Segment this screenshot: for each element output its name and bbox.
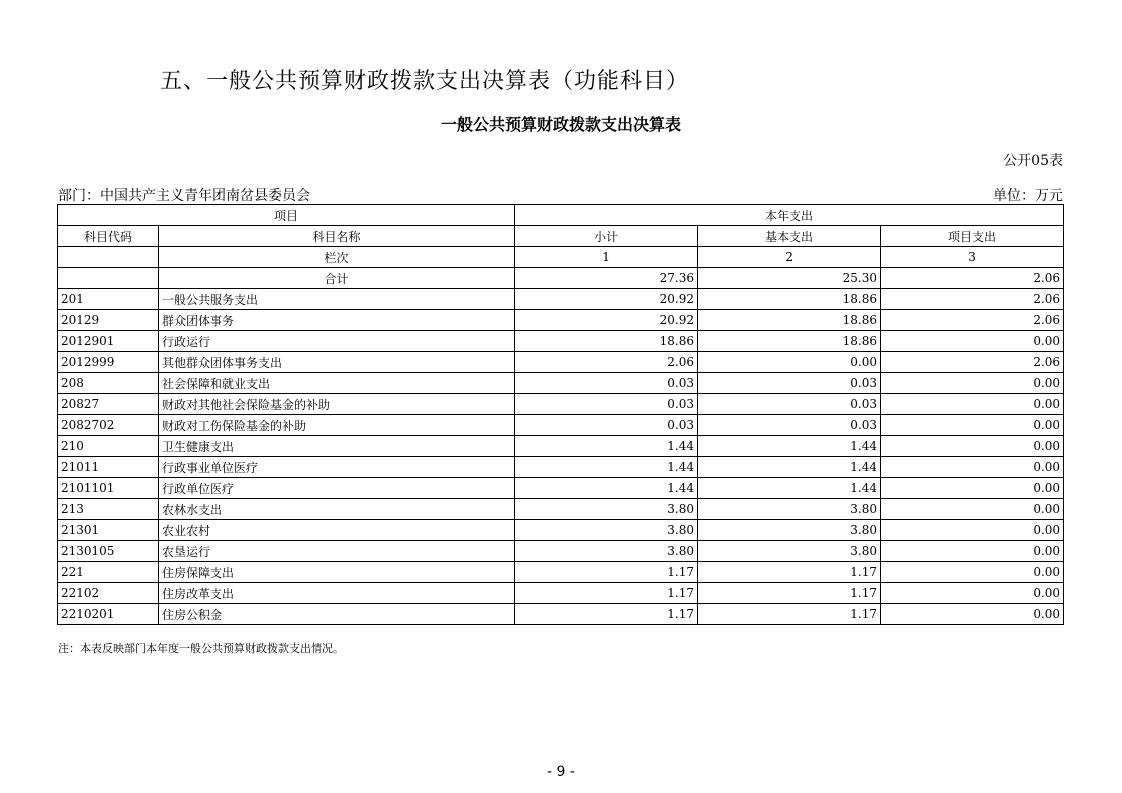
row-name: 社会保障和就业支出 (159, 373, 515, 394)
row-code: 210 (58, 436, 159, 457)
table-row (58, 331, 1064, 352)
total-project: 2.06 (881, 268, 1064, 289)
row-basic: 18.86 (698, 289, 881, 310)
row-project: 0.00 (881, 478, 1064, 499)
row-name: 行政运行 (159, 331, 515, 352)
row-project: 0.00 (881, 457, 1064, 478)
table-row (58, 520, 1064, 541)
header-row-1 (58, 205, 1064, 226)
row-subtotal: 0.03 (515, 415, 698, 436)
row-code: 20129 (58, 310, 159, 331)
section-heading: 五、一般公共预算财政拨款支出决算表（功能科目） (160, 69, 690, 94)
header-code: 科目代码 (58, 226, 159, 247)
row-code: 2082702 (58, 415, 159, 436)
row-code: 2012999 (58, 352, 159, 373)
row-name: 住房保障支出 (159, 562, 515, 583)
row-subtotal: 1.44 (515, 457, 698, 478)
table-row (58, 541, 1064, 562)
row-basic: 1.17 (698, 562, 881, 583)
row-name: 财政对工伤保险基金的补助 (159, 415, 515, 436)
row-code: 201 (58, 289, 159, 310)
row-project: 0.00 (881, 520, 1064, 541)
table-row (58, 604, 1064, 625)
table-row (58, 352, 1064, 373)
row-code: 221 (58, 562, 159, 583)
row-subtotal: 1.44 (515, 478, 698, 499)
column-index-3: 3 (881, 247, 1064, 268)
table-row (58, 499, 1064, 520)
row-subtotal: 1.17 (515, 562, 698, 583)
row-name: 行政单位医疗 (159, 478, 515, 499)
column-index-blank (58, 247, 159, 268)
row-project: 2.06 (881, 352, 1064, 373)
unit-label: 单位：万元 (993, 188, 1063, 204)
row-project: 0.00 (881, 394, 1064, 415)
row-name: 卫生健康支出 (159, 436, 515, 457)
row-basic: 3.80 (698, 499, 881, 520)
row-basic: 1.44 (698, 436, 881, 457)
row-basic: 3.80 (698, 541, 881, 562)
table-row (58, 394, 1064, 415)
header-project: 项目支出 (881, 226, 1064, 247)
footnote: 注：本表反映部门本年度一般公共预算财政拨款支出情况。 (58, 642, 344, 655)
row-basic: 0.00 (698, 352, 881, 373)
row-code: 2210201 (58, 604, 159, 625)
table-row (58, 289, 1064, 310)
row-project: 0.00 (881, 415, 1064, 436)
department-label: 部门：中国共产主义青年团南岔县委员会 (58, 188, 310, 204)
row-code: 22102 (58, 583, 159, 604)
row-subtotal: 3.80 (515, 541, 698, 562)
row-code: 2130105 (58, 541, 159, 562)
expenditure-table (57, 204, 1064, 625)
row-name: 其他群众团体事务支出 (159, 352, 515, 373)
header-current-year: 本年支出 (515, 205, 1064, 226)
row-name: 行政事业单位医疗 (159, 457, 515, 478)
row-code: 21011 (58, 457, 159, 478)
row-code: 20827 (58, 394, 159, 415)
row-subtotal: 3.80 (515, 499, 698, 520)
row-project: 2.06 (881, 289, 1064, 310)
row-code: 213 (58, 499, 159, 520)
row-subtotal: 0.03 (515, 373, 698, 394)
row-basic: 1.44 (698, 457, 881, 478)
row-project: 0.00 (881, 331, 1064, 352)
row-project: 0.00 (881, 583, 1064, 604)
table-row (58, 310, 1064, 331)
total-basic: 25.30 (698, 268, 881, 289)
row-subtotal: 1.17 (515, 604, 698, 625)
row-code: 2012901 (58, 331, 159, 352)
row-name: 财政对其他社会保险基金的补助 (159, 394, 515, 415)
row-project: 0.00 (881, 541, 1064, 562)
row-name: 一般公共服务支出 (159, 289, 515, 310)
page-number: - 9 - (547, 764, 575, 780)
row-project: 0.00 (881, 436, 1064, 457)
row-subtotal: 0.03 (515, 394, 698, 415)
table-row (58, 415, 1064, 436)
row-name: 住房公积金 (159, 604, 515, 625)
row-name: 群众团体事务 (159, 310, 515, 331)
row-name: 住房改革支出 (159, 583, 515, 604)
table-title: 一般公共预算财政拨款支出决算表 (440, 115, 681, 134)
row-subtotal: 2.06 (515, 352, 698, 373)
total-label: 合计 (159, 268, 515, 289)
table-row (58, 562, 1064, 583)
total-subtotal: 27.36 (515, 268, 698, 289)
table-row (58, 373, 1064, 394)
column-index-label: 栏次 (159, 247, 515, 268)
row-code: 21301 (58, 520, 159, 541)
row-basic: 18.86 (698, 310, 881, 331)
column-index-1: 1 (515, 247, 698, 268)
row-basic: 3.80 (698, 520, 881, 541)
row-basic: 1.17 (698, 583, 881, 604)
row-basic: 0.03 (698, 373, 881, 394)
header-row-2 (58, 226, 1064, 247)
row-code: 208 (58, 373, 159, 394)
table-row (58, 457, 1064, 478)
row-name: 农林水支出 (159, 499, 515, 520)
table-row (58, 583, 1064, 604)
header-subtotal: 小计 (515, 226, 698, 247)
total-blank (58, 268, 159, 289)
row-project: 2.06 (881, 310, 1064, 331)
header-item: 项目 (58, 205, 515, 226)
row-subtotal: 18.86 (515, 331, 698, 352)
column-index-row (58, 247, 1064, 268)
row-subtotal: 20.92 (515, 310, 698, 331)
table-number: 公开05表 (1003, 153, 1063, 169)
row-basic: 1.44 (698, 478, 881, 499)
row-subtotal: 1.44 (515, 436, 698, 457)
header-name: 科目名称 (159, 226, 515, 247)
table-row (58, 478, 1064, 499)
row-name: 农业农村 (159, 520, 515, 541)
row-subtotal: 3.80 (515, 520, 698, 541)
row-basic: 0.03 (698, 394, 881, 415)
total-row (58, 268, 1064, 289)
table-row (58, 436, 1064, 457)
header-basic: 基本支出 (698, 226, 881, 247)
row-subtotal: 20.92 (515, 289, 698, 310)
column-index-2: 2 (698, 247, 881, 268)
row-basic: 18.86 (698, 331, 881, 352)
row-project: 0.00 (881, 373, 1064, 394)
row-basic: 1.17 (698, 604, 881, 625)
row-name: 农垦运行 (159, 541, 515, 562)
row-basic: 0.03 (698, 415, 881, 436)
row-code: 2101101 (58, 478, 159, 499)
row-project: 0.00 (881, 562, 1064, 583)
row-project: 0.00 (881, 604, 1064, 625)
row-subtotal: 1.17 (515, 583, 698, 604)
row-project: 0.00 (881, 499, 1064, 520)
